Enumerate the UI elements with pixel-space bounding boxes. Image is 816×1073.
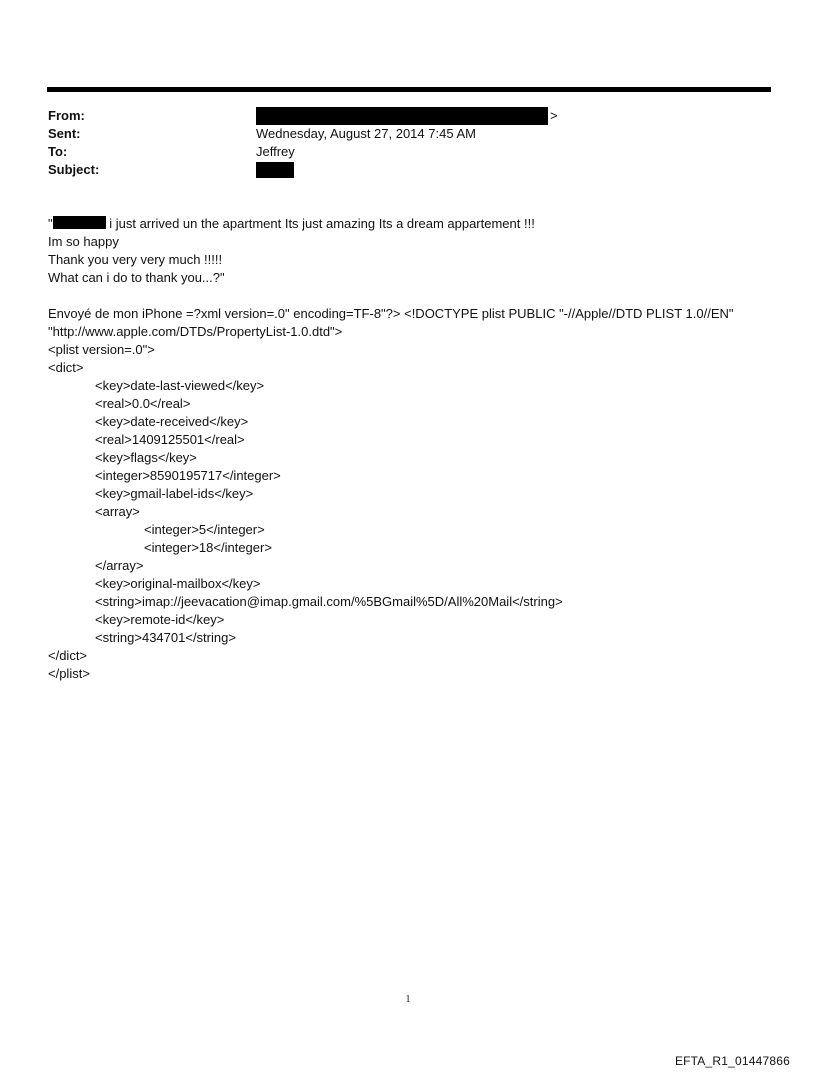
plist-line-19: <string>434701</string>	[95, 630, 236, 645]
plist-line-11: <key>gmail-label-ids</key>	[95, 486, 254, 501]
plist-line-7: <key>date-received</key>	[95, 414, 249, 429]
email-body	[48, 215, 778, 683]
from-suffix: >	[550, 108, 558, 123]
redaction-box-subject	[256, 162, 294, 178]
plist-line-20: </dict>	[48, 648, 88, 663]
sent-label: Sent:	[48, 126, 81, 141]
plist-line-15: </array>	[95, 558, 144, 573]
open-quote: "	[48, 216, 53, 231]
message-line-3: Thank you very very much !!!!!	[48, 252, 223, 267]
email-header	[48, 107, 768, 179]
subject-label: Subject:	[48, 162, 100, 177]
plist-line-13: <integer>5</integer>	[144, 522, 265, 537]
plist-line-16: <key>original-mailbox</key>	[95, 576, 261, 591]
plist-line-6: <real>0.0</real>	[95, 396, 191, 411]
plist-line-18: <key>remote-id</key>	[95, 612, 225, 627]
header-rule	[47, 87, 771, 92]
sent-value: Wednesday, August 27, 2014 7:45 AM	[256, 126, 476, 141]
plist-line-12: <array>	[95, 504, 140, 519]
subject-row	[48, 161, 768, 179]
from-label: From:	[48, 108, 85, 123]
paragraph-gap	[48, 287, 778, 305]
subject-value	[256, 162, 294, 178]
from-value	[256, 107, 558, 125]
message-line-1	[48, 215, 778, 233]
redaction-box-sender	[256, 107, 548, 125]
to-value: Jeffrey	[256, 144, 295, 159]
to-row	[48, 143, 768, 161]
to-label: To:	[48, 144, 68, 159]
plist-line-8: <real>1409125501</real>	[95, 432, 245, 447]
redaction-box-name	[53, 216, 106, 229]
message-line-1-text: i just arrived un the apartment Its just amazing Its a dream appartement !!!	[105, 216, 535, 231]
plist-line-10: <integer>8590195717</integer>	[95, 468, 281, 483]
page-number: 1	[405, 994, 411, 1005]
plist-line-9: <key>flags</key>	[95, 450, 197, 465]
plist-line-17: <string>imap://jeevacation@imap.gmail.com/%5BGmail%5D/All%20Mail</string>	[95, 594, 563, 609]
message-line-4: What can i do to thank you...?"	[48, 270, 225, 285]
message-line-2: Im so happy	[48, 234, 119, 249]
document-id: EFTA_R1_01447866	[674, 1054, 790, 1068]
plist-line-1: Envoyé de mon iPhone =?xml version=.0" encoding=TF-8"?> <!DOCTYPE plist PUBLIC "-//Apple//DTD PLIST 1.0//EN"	[48, 306, 734, 321]
plist-line-4: <dict>	[48, 360, 84, 375]
plist-line-14: <integer>18</integer>	[144, 540, 272, 555]
plist-line-21: </plist>	[48, 666, 90, 681]
plist-line-2: "http://www.apple.com/DTDs/PropertyList-1.0.dtd">	[48, 324, 343, 339]
plist-line-3: <plist version=.0">	[48, 342, 155, 357]
from-row	[48, 107, 768, 125]
plist-line-5: <key>date-last-viewed</key>	[95, 378, 265, 393]
sent-row	[48, 125, 768, 143]
